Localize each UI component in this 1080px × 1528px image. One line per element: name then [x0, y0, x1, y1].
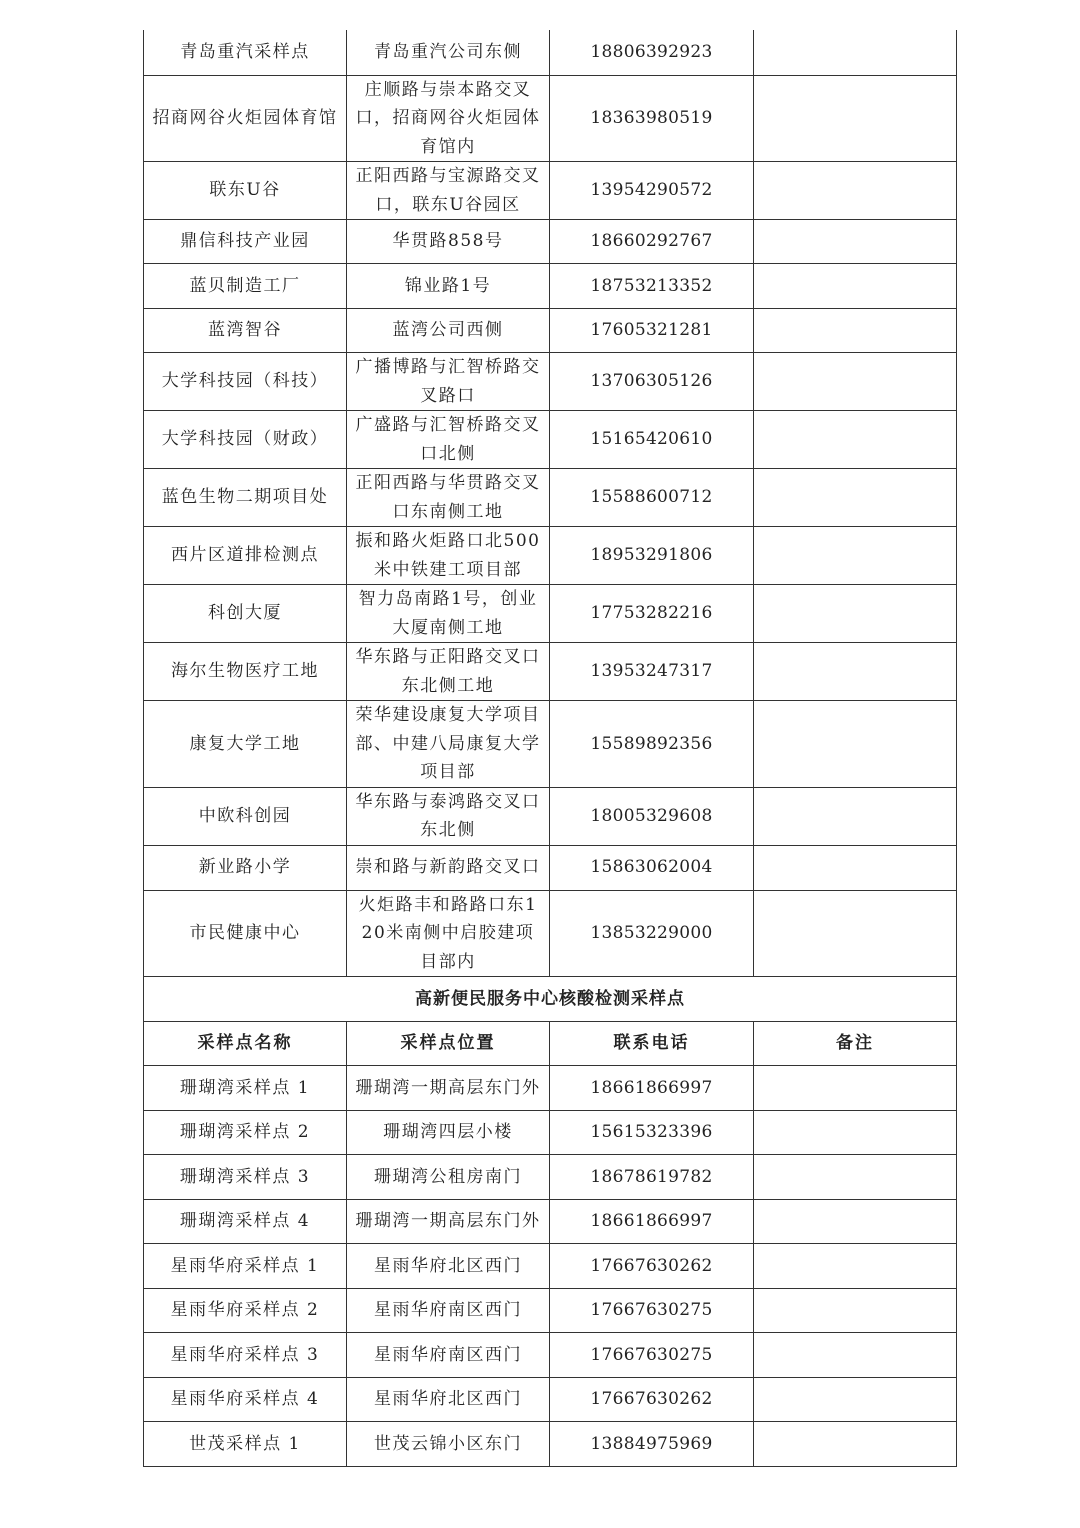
cell-name: 蓝湾智谷	[144, 309, 347, 353]
cell-phone: 15863062004	[550, 845, 754, 890]
cell-name: 珊瑚湾采样点 3	[144, 1155, 347, 1200]
cell-note	[754, 701, 957, 788]
cell-note	[754, 1422, 957, 1467]
cell-phone: 13853229000	[550, 890, 754, 977]
table-row	[144, 1289, 957, 1333]
cell-note	[754, 353, 957, 411]
cell-phone: 17667630262	[550, 1244, 754, 1289]
cell-location: 珊瑚湾一期高层东门外	[347, 1066, 550, 1111]
table-row	[144, 75, 957, 162]
cell-location: 世茂云锦小区东门	[347, 1422, 550, 1467]
cell-phone: 13954290572	[550, 162, 754, 220]
cell-location: 崇和路与新韵路交叉口	[347, 845, 550, 890]
cell-phone: 13706305126	[550, 353, 754, 411]
cell-note	[754, 30, 957, 75]
cell-note	[754, 1066, 957, 1111]
section-title-row	[144, 977, 957, 1022]
table-row	[144, 1422, 957, 1467]
cell-name: 珊瑚湾采样点 4	[144, 1200, 347, 1244]
table-row	[144, 264, 957, 309]
cell-note	[754, 527, 957, 585]
cell-phone: 18678619782	[550, 1155, 754, 1200]
table-row	[144, 787, 957, 845]
cell-location: 星雨华府南区西门	[347, 1333, 550, 1378]
cell-phone: 13884975969	[550, 1422, 754, 1467]
cell-name: 鼎信科技产业园	[144, 220, 347, 264]
cell-phone: 15615323396	[550, 1111, 754, 1155]
section-title: 高新便民服务中心核酸检测采样点	[144, 977, 957, 1022]
table-row	[144, 162, 957, 220]
cell-note	[754, 1111, 957, 1155]
table-row	[144, 411, 957, 469]
cell-note	[754, 787, 957, 845]
table-row	[144, 309, 957, 353]
table-row	[144, 1378, 957, 1422]
cell-note	[754, 1155, 957, 1200]
cell-name: 大学科技园（科技）	[144, 353, 347, 411]
cell-location: 锦业路1号	[347, 264, 550, 309]
cell-location: 华东路与泰鸿路交叉口东北侧	[347, 787, 550, 845]
cell-location: 广盛路与汇智桥路交叉口北侧	[347, 411, 550, 469]
cell-name: 西片区道排检测点	[144, 527, 347, 585]
cell-phone: 15588600712	[550, 469, 754, 527]
table-row	[144, 585, 957, 643]
sampling-points-document	[143, 30, 956, 1467]
cell-location: 珊瑚湾四层小楼	[347, 1111, 550, 1155]
cell-note	[754, 1289, 957, 1333]
table-row	[144, 1333, 957, 1378]
cell-location: 正阳西路与华贯路交叉口东南侧工地	[347, 469, 550, 527]
table-row	[144, 1244, 957, 1289]
table-row	[144, 845, 957, 890]
cell-note	[754, 220, 957, 264]
cell-location: 星雨华府北区西门	[347, 1378, 550, 1422]
cell-note	[754, 264, 957, 309]
sampling-points-table	[143, 30, 957, 1467]
cell-name: 新业路小学	[144, 845, 347, 890]
cell-name: 珊瑚湾采样点 1	[144, 1066, 347, 1111]
cell-location: 星雨华府南区西门	[347, 1289, 550, 1333]
table-row	[144, 1066, 957, 1111]
cell-phone: 17667630275	[550, 1289, 754, 1333]
header-phone: 联系电话	[550, 1022, 754, 1066]
cell-location: 青岛重汽公司东侧	[347, 30, 550, 75]
cell-location: 华贯路858号	[347, 220, 550, 264]
cell-note	[754, 1333, 957, 1378]
cell-phone: 18753213352	[550, 264, 754, 309]
cell-note	[754, 1244, 957, 1289]
cell-location: 珊瑚湾公租房南门	[347, 1155, 550, 1200]
cell-location: 智力岛南路1号，创业大厦南侧工地	[347, 585, 550, 643]
header-note: 备注	[754, 1022, 957, 1066]
cell-location: 庄顺路与崇本路交叉口，招商网谷火炬园体育馆内	[347, 75, 550, 162]
table-row	[144, 701, 957, 788]
cell-name: 星雨华府采样点 4	[144, 1378, 347, 1422]
cell-location: 荣华建设康复大学项目部、中建八局康复大学项目部	[347, 701, 550, 788]
cell-name: 星雨华府采样点 3	[144, 1333, 347, 1378]
cell-note	[754, 890, 957, 977]
cell-phone: 17753282216	[550, 585, 754, 643]
cell-note	[754, 1200, 957, 1244]
cell-name: 中欧科创园	[144, 787, 347, 845]
cell-note	[754, 643, 957, 701]
cell-name: 青岛重汽采样点	[144, 30, 347, 75]
cell-name: 康复大学工地	[144, 701, 347, 788]
cell-name: 市民健康中心	[144, 890, 347, 977]
cell-name: 大学科技园（财政）	[144, 411, 347, 469]
cell-location: 华东路与正阳路交叉口东北侧工地	[347, 643, 550, 701]
cell-name: 联东U谷	[144, 162, 347, 220]
cell-location: 星雨华府北区西门	[347, 1244, 550, 1289]
cell-name: 世茂采样点 1	[144, 1422, 347, 1467]
cell-phone: 17667630262	[550, 1378, 754, 1422]
cell-phone: 15589892356	[550, 701, 754, 788]
cell-note	[754, 309, 957, 353]
cell-name: 科创大厦	[144, 585, 347, 643]
table-row	[144, 30, 957, 75]
cell-phone: 18661866997	[550, 1066, 754, 1111]
table-row	[144, 220, 957, 264]
cell-phone: 18661866997	[550, 1200, 754, 1244]
cell-phone: 17605321281	[550, 309, 754, 353]
cell-name: 蓝贝制造工厂	[144, 264, 347, 309]
cell-name: 海尔生物医疗工地	[144, 643, 347, 701]
cell-phone: 18953291806	[550, 527, 754, 585]
header-name: 采样点名称	[144, 1022, 347, 1066]
cell-phone: 13953247317	[550, 643, 754, 701]
table-row	[144, 643, 957, 701]
table-row	[144, 1111, 957, 1155]
cell-note	[754, 1378, 957, 1422]
cell-location: 火炬路丰和路路口东120米南侧中启胶建项目部内	[347, 890, 550, 977]
cell-note	[754, 162, 957, 220]
cell-phone: 18660292767	[550, 220, 754, 264]
cell-location: 珊瑚湾一期高层东门外	[347, 1200, 550, 1244]
table-row	[144, 1200, 957, 1244]
cell-name: 珊瑚湾采样点 2	[144, 1111, 347, 1155]
cell-location: 正阳西路与宝源路交叉口，联东U谷园区	[347, 162, 550, 220]
cell-note	[754, 75, 957, 162]
cell-location: 广播博路与汇智桥路交叉路口	[347, 353, 550, 411]
cell-note	[754, 845, 957, 890]
cell-name: 星雨华府采样点 2	[144, 1289, 347, 1333]
cell-name: 蓝色生物二期项目处	[144, 469, 347, 527]
table-row	[144, 469, 957, 527]
table-row	[144, 1155, 957, 1200]
cell-phone: 15165420610	[550, 411, 754, 469]
table-header-row	[144, 1022, 957, 1066]
cell-location: 振和路火炬路口北500米中铁建工项目部	[347, 527, 550, 585]
cell-location: 蓝湾公司西侧	[347, 309, 550, 353]
cell-note	[754, 585, 957, 643]
cell-name: 星雨华府采样点 1	[144, 1244, 347, 1289]
cell-name: 招商网谷火炬园体育馆	[144, 75, 347, 162]
table-row	[144, 527, 957, 585]
table-row	[144, 353, 957, 411]
cell-phone: 18806392923	[550, 30, 754, 75]
cell-phone: 18363980519	[550, 75, 754, 162]
table-row	[144, 890, 957, 977]
header-location: 采样点位置	[347, 1022, 550, 1066]
cell-phone: 17667630275	[550, 1333, 754, 1378]
cell-phone: 18005329608	[550, 787, 754, 845]
cell-note	[754, 411, 957, 469]
cell-note	[754, 469, 957, 527]
